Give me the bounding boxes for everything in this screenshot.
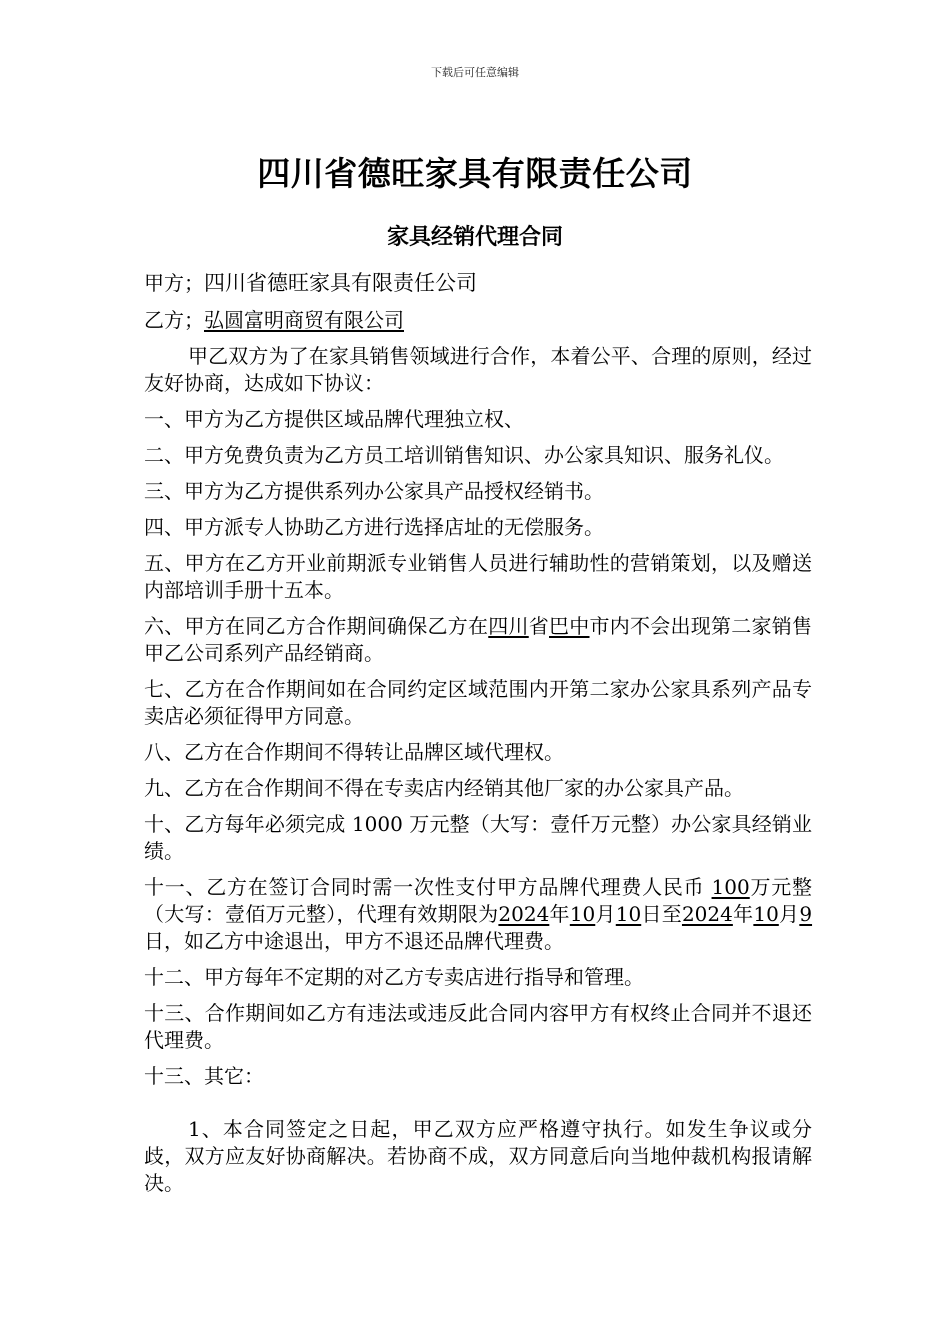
end-day: 9 <box>799 902 813 926</box>
clause-11-text: 万元整（大写：壹佰万元整），代理有效期限为 <box>144 875 813 926</box>
clause-4: 四、甲方派专人协助乙方进行选择店址的无偿服务。 <box>144 515 604 539</box>
clause-1: 一、甲方为乙方提供区域品牌代理独立权、 <box>144 407 524 431</box>
party-a-label: 甲方； <box>144 271 204 295</box>
clause-2: 二、甲方免费负责为乙方员工培训销售知识、办公家具知识、服务礼仪。 <box>144 443 784 467</box>
clause-11-text: 年 <box>732 902 754 926</box>
clause-12: 十二、甲方每年不定期的对乙方专卖店进行指导和管理。 <box>144 965 644 989</box>
start-year: 2024 <box>498 902 550 926</box>
contract-body <box>144 270 812 1206</box>
header-note: 下载后可任意编辑 <box>431 66 519 79</box>
party-b-line <box>144 307 812 334</box>
clause-11-text: 年 <box>549 902 570 926</box>
party-b-name: 弘圆富明商贸有限公司 <box>204 308 404 332</box>
fee-amount: 100 <box>711 875 750 899</box>
clause-13: 十三、合作期间如乙方有违法或违反此合同内容甲方有权终止合同并不退还代理费。 <box>144 1001 812 1052</box>
other-item-1: 1、本合同签定之日起，甲乙双方应严格遵守执行。如发生争议或分歧，双方应友好协商解决。若协商不成，双方同意后向当地仲裁机构报请解决。 <box>144 1117 812 1195</box>
end-year: 2024 <box>681 902 733 926</box>
intro-paragraph: 甲乙双方为了在家具销售领域进行合作，本着公平、合理的原则，经过友好协商，达成如下协议： <box>144 344 812 395</box>
clause-11 <box>144 874 812 955</box>
party-b-label: 乙方； <box>144 308 204 332</box>
clause-6-text: 省 <box>528 614 549 638</box>
clause-6 <box>144 613 812 667</box>
clause-14-heading: 十三、其它： <box>144 1064 264 1088</box>
start-day: 10 <box>615 902 642 926</box>
start-month: 10 <box>569 902 596 926</box>
clause-6-city: 巴中 <box>549 614 590 638</box>
clause-11-text: 月 <box>778 902 800 926</box>
clause-7: 七、乙方在合作期间如在合同约定区域范围内开第二家办公家具系列产品专卖店必须征得甲方同意。 <box>144 677 812 728</box>
clause-10: 十、乙方每年必须完成 1000 万元整（大写：壹仟万元整）办公家具经销业绩。 <box>144 812 812 863</box>
clause-11-text: 十一、乙方在签订合同时需一次性支付甲方品牌代理费人民币 <box>144 875 712 899</box>
clause-6-province: 四川 <box>488 614 529 638</box>
company-title: 四川省德旺家具有限责任公司 <box>257 154 693 193</box>
document-title: 家具经销代理合同 <box>386 225 563 250</box>
party-a-line <box>144 270 812 297</box>
clause-6-text: 市内不会出现第二家销售甲乙公司系列产品经销商。 <box>144 614 812 665</box>
clause-8: 八、乙方在合作期间不得转让品牌区域代理权。 <box>144 740 564 764</box>
party-a-name: 四川省德旺家具有限责任公司 <box>204 271 477 295</box>
clause-6-text: 六、甲方在同乙方合作期间确保乙方在 <box>144 614 489 638</box>
clause-11-text: 月 <box>595 902 616 926</box>
clause-9: 九、乙方在合作期间不得在专卖店内经销其他厂家的办公家具产品。 <box>144 776 744 800</box>
clause-11-text: 日至 <box>641 902 682 926</box>
end-month: 10 <box>753 902 779 926</box>
clause-5: 五、甲方在乙方开业前期派专业销售人员进行辅助性的营销策划，以及赠送内部培训手册十五本。 <box>144 551 812 602</box>
clause-3: 三、甲方为乙方提供系列办公家具产品授权经销书。 <box>144 479 604 503</box>
clause-11-text: 日，如乙方中途退出，甲方不退还品牌代理费。 <box>144 929 564 953</box>
